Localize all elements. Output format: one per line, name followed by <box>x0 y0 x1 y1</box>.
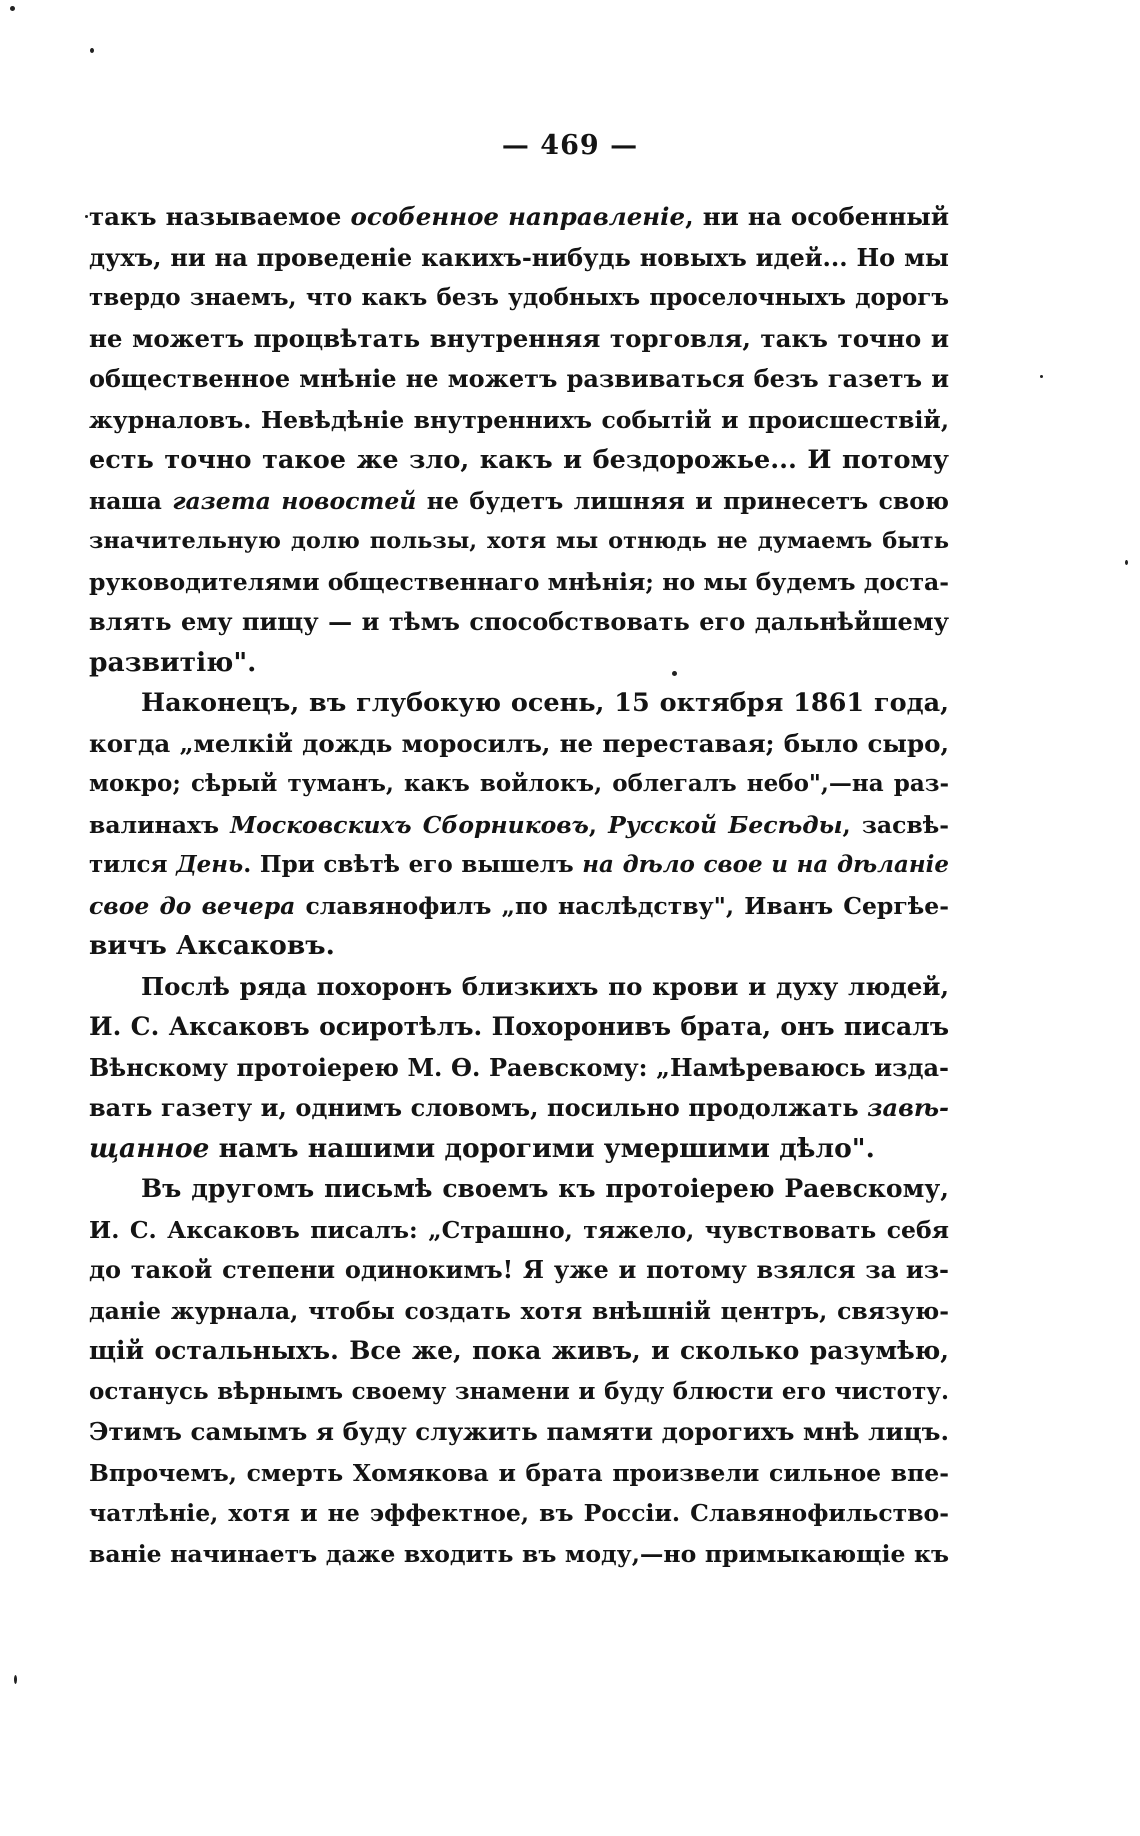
text-line <box>89 278 949 319</box>
text-segment: тился <box>89 851 177 878</box>
text-segment: славянофилъ „по наслѣдству", Иванъ Сергѣе- <box>295 891 949 920</box>
text-segment: чатлѣніе, хотя и не эффектное, въ Россіи. Славянофильство- <box>89 1499 949 1527</box>
text-segment: И. С. Аксаковъ писалъ: „Страшно, тяжело, чувствовать себя <box>89 1215 949 1244</box>
text-segment: , засвѣ- <box>842 810 949 839</box>
text-segment: останусь вѣрнымъ своему знамени и буду блюсти его чистоту. <box>89 1377 949 1405</box>
text-segment: когда „мелкій дождь моросилъ, не переставая; было сыро, <box>89 728 949 758</box>
text-line <box>89 1453 949 1494</box>
text-segment: наша <box>89 486 173 515</box>
text-segment: влять ему пищу — и тѣмъ способствовать его дальнѣйшему <box>89 607 949 636</box>
text-segment: валинахъ <box>89 810 231 839</box>
text-segment: до такой степени одинокимъ! Я уже и потому взялся за из- <box>89 1255 949 1284</box>
text-line <box>89 440 949 481</box>
italic-text: Русской Бесѣды <box>608 810 843 839</box>
text-line <box>89 764 949 805</box>
italic-text: газета новостей <box>172 486 417 515</box>
text-line <box>89 1250 949 1291</box>
text-line <box>89 926 949 967</box>
text-line <box>89 400 949 441</box>
text-line <box>89 805 949 846</box>
text-line <box>89 643 949 684</box>
text-segment: вать газету и, однимъ словомъ, посильно продолжать <box>89 1093 868 1122</box>
text-line <box>89 1493 949 1534</box>
text-line <box>89 1412 949 1453</box>
text-segment: такъ называемое <box>89 202 351 231</box>
text-segment: журналовъ. Невѣдѣніе внутреннихъ событій и происшествій, <box>89 405 949 434</box>
text-line <box>89 1372 949 1413</box>
italic-text: День <box>176 851 244 878</box>
text-segment: общественное мнѣніе не можетъ развиваться безъ газетъ и <box>89 364 949 393</box>
text-segment: намъ нашими дорогими умершими дѣло". <box>209 1132 875 1164</box>
text-segment: , ни на особенный <box>685 202 949 231</box>
scan-speck <box>10 6 15 11</box>
italic-text: щанное <box>89 1132 210 1164</box>
scan-speck <box>14 1675 17 1684</box>
text-segment: не будетъ лишняя и принесетъ свою <box>416 486 949 515</box>
scan-speck <box>85 215 88 218</box>
text-line <box>89 1048 949 1089</box>
italic-text: свое до вечера <box>89 891 296 920</box>
italic-text: особенное направленіе <box>350 202 686 231</box>
text-segment: Вѣнскому протоіерею М. Ѳ. Раевскому: „Намѣреваюсь изда- <box>89 1052 949 1082</box>
text-segment: щій остальныхъ. Все же, пока живъ, и сколько разумѣю, <box>89 1336 949 1365</box>
text-line <box>89 602 949 643</box>
text-line <box>89 886 949 927</box>
text-segment: Въ другомъ письмѣ своемъ къ протоіерею Раевскому, <box>141 1174 949 1203</box>
text-line <box>89 481 949 522</box>
text-segment: развитію". <box>89 646 257 678</box>
text-line <box>89 521 949 562</box>
text-line <box>89 1331 949 1372</box>
page-number: — 469 — <box>501 130 639 161</box>
text-segment: значительную долю пользы, хотя мы отнюдь не думаемъ быть <box>89 528 949 554</box>
text-segment: даніе журнала, чтобы создать хотя внѣшній центръ, связую- <box>89 1296 949 1325</box>
text-line <box>89 562 949 603</box>
text-line <box>89 1534 949 1575</box>
text-line <box>89 1291 949 1332</box>
scan-speck <box>1125 560 1128 565</box>
scan-speck <box>1040 375 1043 378</box>
text-line <box>89 845 949 886</box>
text-segment: Наконецъ, въ глубокую осень, 15 октября 1861 года, <box>141 688 949 718</box>
text-segment: мокро; сѣрый туманъ, какъ войлокъ, облегалъ небо",—на раз- <box>89 770 949 797</box>
text-segment: Этимъ самымъ я буду служить памяти дорогихъ мнѣ лицъ. <box>89 1417 949 1446</box>
text-segment: , <box>588 810 609 839</box>
text-line <box>89 1007 949 1048</box>
text-segment: Впрочемъ, смерть Хомякова и брата произвели сильное впе- <box>89 1458 949 1487</box>
text-line <box>89 1088 949 1129</box>
scan-speck <box>90 48 94 53</box>
text-segment: руководителями общественнаго мнѣнія; но мы будемъ доста- <box>89 567 949 596</box>
text-segment: Послѣ ряда похоронъ близкихъ по крови и духу людей, <box>141 971 949 1001</box>
text-segment: ваніе начинаетъ даже входить въ моду,—но примыкающіе къ <box>89 1539 949 1568</box>
text-segment: есть точно такое же зло, какъ и бездорожье... И потому <box>89 445 949 475</box>
text-segment: И. С. Аксаковъ осиротѣлъ. Похоронивъ брата, онъ писалъ <box>89 1012 949 1041</box>
text-line <box>89 319 949 360</box>
text-line <box>89 1169 949 1210</box>
scan-speck <box>672 671 677 676</box>
italic-text: Московскихъ Сборниковъ <box>230 810 589 839</box>
text-segment: не можетъ процвѣтать внутренняя торговля, такъ точно и <box>89 323 949 353</box>
text-line <box>89 197 949 238</box>
body-text <box>89 197 949 1574</box>
italic-text: завѣ- <box>867 1093 949 1122</box>
italic-text: на дѣло свое и на дѣланіе <box>582 851 950 878</box>
text-segment: вичъ Аксаковъ. <box>89 930 335 961</box>
text-line <box>89 1129 949 1170</box>
text-line <box>89 967 949 1008</box>
text-line <box>89 238 949 279</box>
text-segment: духъ, ни на проведеніе какихъ-нибудь новыхъ идей... Но мы <box>89 242 949 272</box>
text-line <box>89 1210 949 1251</box>
text-line <box>89 724 949 765</box>
text-segment: . При свѣтѣ его вышелъ <box>243 851 583 878</box>
text-segment: твердо знаемъ, что какъ безъ удобныхъ проселочныхъ дорогъ <box>89 284 949 311</box>
text-line <box>89 359 949 400</box>
text-line <box>89 683 949 724</box>
